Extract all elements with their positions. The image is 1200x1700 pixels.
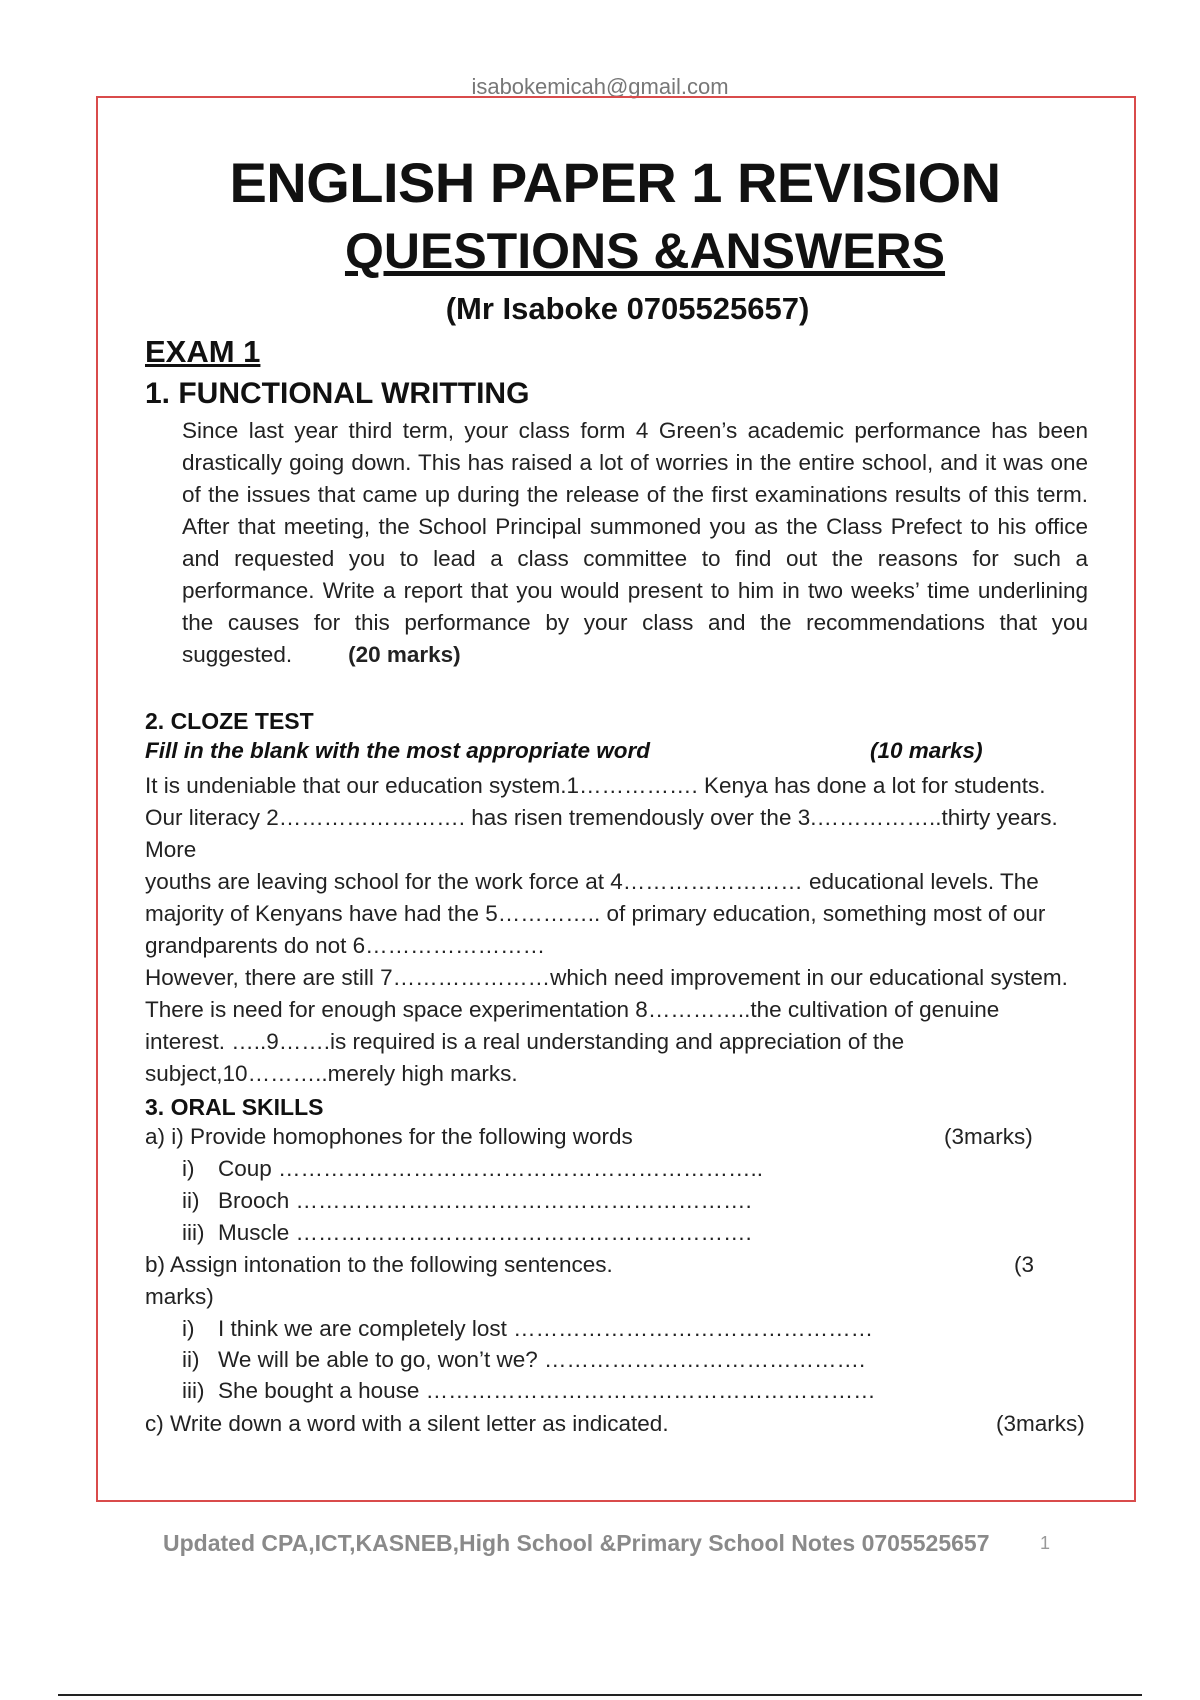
- marks-label: (3marks): [996, 1411, 1085, 1436]
- oral-part-c-prompt: c) Write down a word with a silent letter as indicated.: [145, 1411, 669, 1436]
- section-heading-oral-skills: 3. ORAL SKILLS: [145, 1094, 324, 1120]
- author-line: (Mr Isaboke 0705525657): [445, 291, 810, 326]
- item-text: Coup ………………………………………………………..: [218, 1156, 764, 1181]
- item-text: Brooch …………………………………………………….: [218, 1188, 752, 1213]
- cloze-line: majority of Kenyans have had the 5………….. of primary education, something most of our: [145, 901, 1046, 926]
- homophone-item: [182, 1220, 752, 1246]
- question-text: Since last year third term, your class form 4 Green’s academic performance has been drastically going down. This has raised a lot of worries in the entire school, and it was one of the issues that came up during the release of the first examinations results of this term. After that meeting, the School Principal summoned you as the Class Prefect to his office and requested you to lead a class committee to find out the reasons for such a performance. Write a report that you would present to him in two weeks’ time underlining the causes for this performance by your class and the recommendations that you suggested.: [182, 418, 1088, 667]
- cloze-line: However, there are still 7…………………which need improvement in our educational system.: [145, 965, 1068, 990]
- item-number: i): [182, 1156, 195, 1181]
- item-number: iii): [182, 1220, 205, 1245]
- item-number: iii): [182, 1378, 205, 1403]
- oral-part-a-prompt: a) i) Provide homophones for the following words: [145, 1124, 633, 1149]
- oral-part-b-prompt: b) Assign intonation to the following sentences.: [145, 1252, 613, 1277]
- page-number: 1: [1040, 1533, 1051, 1553]
- intonation-item: [182, 1378, 876, 1404]
- item-text: I think we are completely lost …………………………………………: [218, 1316, 874, 1341]
- homophone-item: [182, 1188, 752, 1214]
- cloze-line: It is undeniable that our education system.1……………. Kenya has done a lot for students.: [145, 773, 1046, 798]
- marks-label: (3: [1014, 1252, 1035, 1277]
- footer-note: Updated CPA,ICT,KASNEB,High School &Primary School Notes 0705525657: [163, 1530, 990, 1556]
- item-number: ii): [182, 1347, 200, 1372]
- intonation-item: [182, 1347, 865, 1373]
- section-heading-cloze-test: 2. CLOZE TEST: [145, 708, 314, 734]
- marks-label-continued: marks): [145, 1284, 214, 1309]
- header-email[interactable]: isabokemicah@gmail.com: [471, 74, 729, 99]
- instruction-text: Fill in the blank with the most appropriate word: [145, 738, 651, 763]
- cloze-line: There is need for enough space experimentation 8…………..the cultivation of genuine: [145, 997, 1000, 1022]
- document-subtitle: QUESTIONS &ANSWERS: [344, 223, 946, 279]
- exam-label: EXAM 1: [145, 334, 261, 369]
- item-number: ii): [182, 1188, 200, 1213]
- item-text: She bought a house ……………………………………………………: [218, 1378, 876, 1403]
- marks-label: (3marks): [944, 1124, 1033, 1149]
- section-heading-functional-writing: 1. FUNCTIONAL WRITTING: [145, 377, 530, 410]
- item-text: Muscle …………………………………………………….: [218, 1220, 752, 1245]
- intonation-item: [182, 1316, 873, 1342]
- marks-label: (20 marks): [348, 642, 461, 667]
- item-number: i): [182, 1316, 195, 1341]
- cloze-passage: [145, 770, 1105, 1090]
- marks-label: (10 marks): [870, 738, 983, 763]
- item-text: We will be able to go, won’t we? …………………………………….: [218, 1347, 866, 1372]
- cloze-line: interest. …..9…….is required is a real understanding and appreciation of the: [145, 1029, 905, 1054]
- cloze-line: youths are leaving school for the work force at 4…………………… educational levels. The: [145, 869, 1039, 894]
- cloze-line: Our literacy 2……………………. has risen tremendously over the 3.……………..thirty years. More: [145, 805, 1058, 862]
- document-title: ENGLISH PAPER 1 REVISION: [229, 151, 1001, 214]
- cloze-line: grandparents do not 6……………………: [145, 933, 546, 958]
- cloze-line: subject,10………..merely high marks.: [145, 1061, 518, 1086]
- bottom-rule: [58, 1694, 1142, 1696]
- functional-writing-question: [182, 415, 1088, 671]
- homophone-item: [182, 1156, 763, 1182]
- cloze-instruction: [145, 738, 1015, 764]
